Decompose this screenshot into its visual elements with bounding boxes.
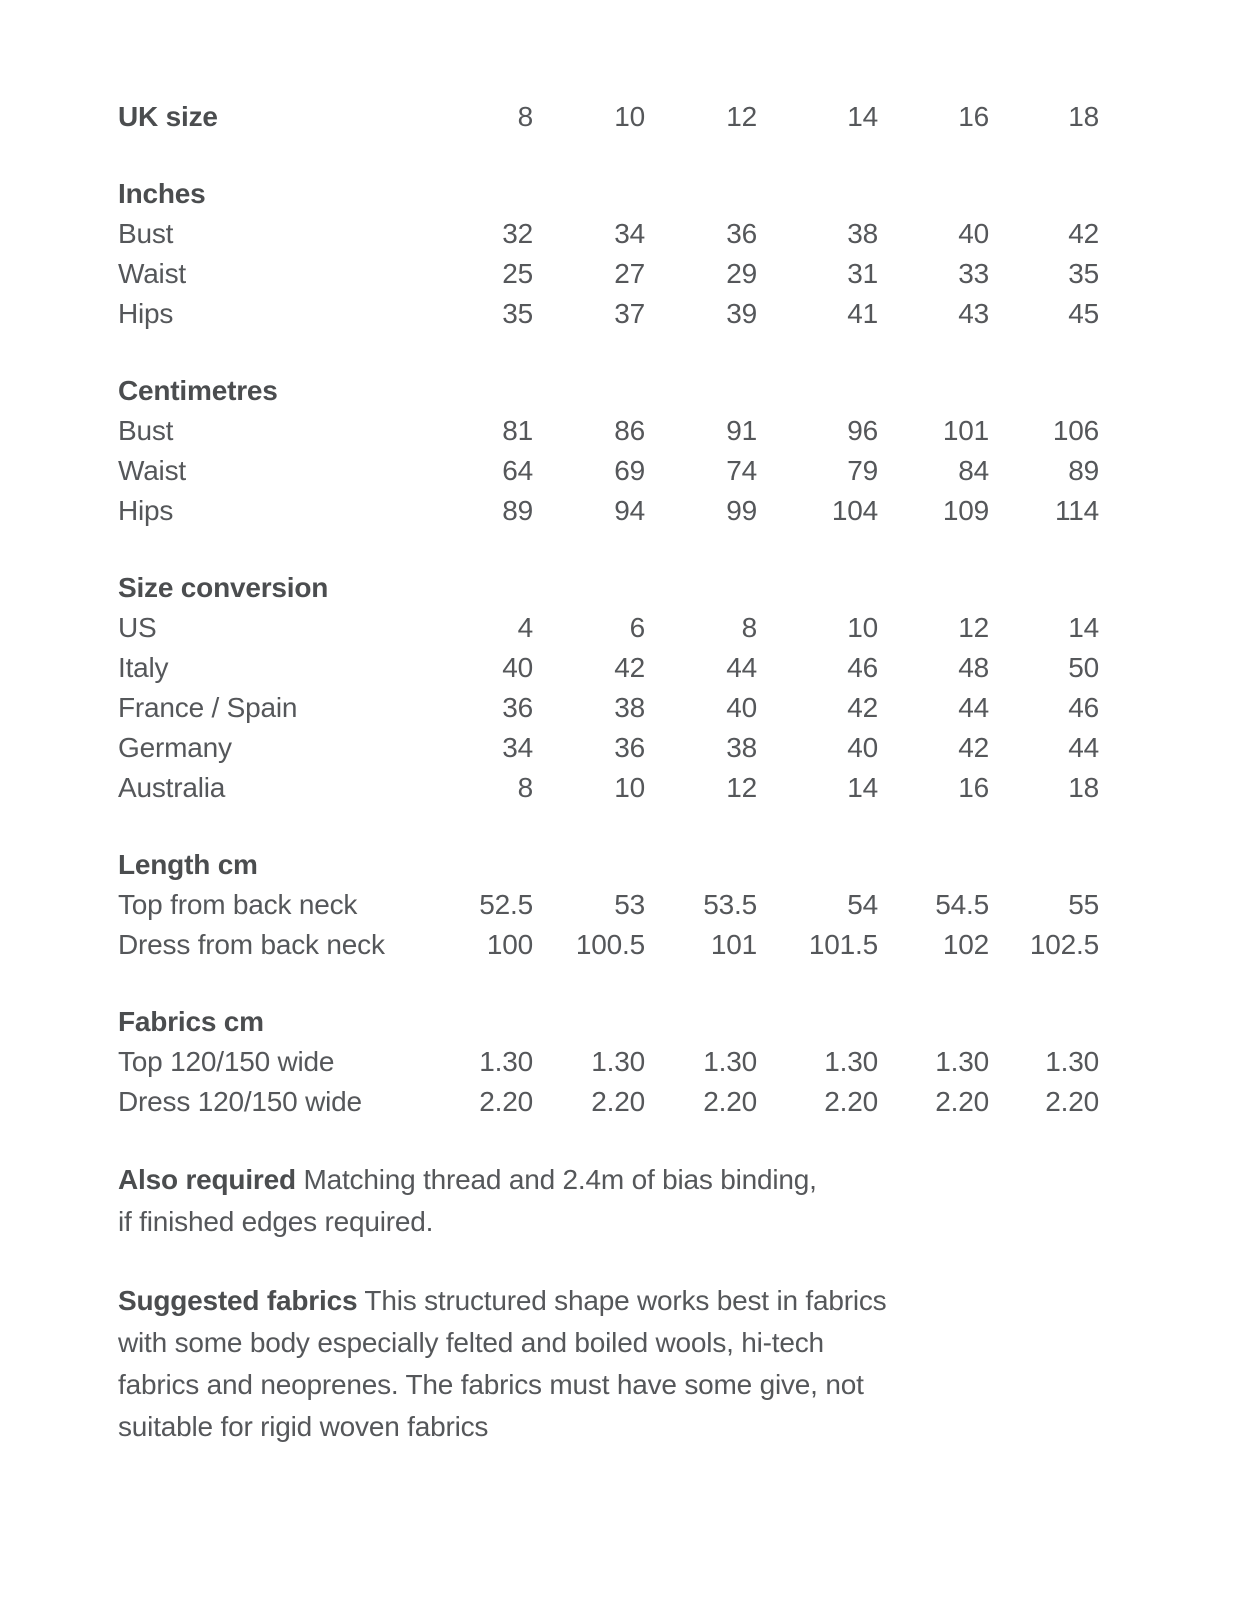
table-row bbox=[118, 925, 1200, 965]
cell: 99 bbox=[726, 495, 757, 526]
cell: 54.5 bbox=[935, 889, 989, 920]
cell: 46 bbox=[1068, 692, 1099, 723]
section-fabrics bbox=[118, 1002, 1200, 1122]
note-line: Matching thread and 2.4m of bias binding, bbox=[303, 1164, 817, 1195]
cell: 29 bbox=[726, 258, 757, 289]
cell: 32 bbox=[502, 218, 533, 249]
cell: 104 bbox=[831, 495, 878, 526]
cell: 18 bbox=[1068, 772, 1099, 803]
cell: 14 bbox=[1068, 612, 1099, 643]
cell: 35 bbox=[502, 298, 533, 329]
uk-size-value: 14 bbox=[847, 101, 878, 132]
cell: 109 bbox=[942, 495, 989, 526]
cell: 40 bbox=[502, 652, 533, 683]
cell: 96 bbox=[847, 415, 878, 446]
table-row bbox=[118, 491, 1200, 531]
cell: 39 bbox=[726, 298, 757, 329]
row-label: Dress 120/150 wide bbox=[118, 1086, 362, 1117]
row-label: Bust bbox=[118, 415, 174, 446]
note-line: suitable for rigid woven fabrics bbox=[118, 1411, 489, 1442]
cell: 89 bbox=[1068, 455, 1099, 486]
cell: 106 bbox=[1052, 415, 1099, 446]
uk-size-value: 8 bbox=[517, 101, 533, 132]
cell: 114 bbox=[1054, 495, 1099, 526]
cell: 27 bbox=[614, 258, 645, 289]
cell: 36 bbox=[614, 732, 645, 763]
cell: 1.30 bbox=[935, 1046, 989, 1077]
uk-size-value: 12 bbox=[726, 101, 757, 132]
cell: 44 bbox=[1068, 732, 1099, 763]
cell: 6 bbox=[629, 612, 645, 643]
note-line: if finished edges required. bbox=[118, 1206, 434, 1237]
cell: 2.20 bbox=[935, 1086, 989, 1117]
cell: 89 bbox=[502, 495, 533, 526]
cell: 74 bbox=[726, 455, 757, 486]
cell: 100.5 bbox=[575, 929, 645, 960]
row-label: Dress from back neck bbox=[118, 929, 385, 960]
cell: 53.5 bbox=[703, 889, 757, 920]
section-heading-fabrics: Fabrics cm bbox=[118, 1006, 264, 1037]
cell: 79 bbox=[847, 455, 878, 486]
cell: 37 bbox=[614, 298, 645, 329]
section-inches bbox=[118, 174, 1200, 334]
cell: 10 bbox=[614, 772, 645, 803]
cell: 2.20 bbox=[703, 1086, 757, 1117]
cell: 36 bbox=[726, 218, 757, 249]
section-heading-length: Length cm bbox=[118, 849, 258, 880]
uk-size-value: 10 bbox=[614, 101, 645, 132]
cell: 12 bbox=[958, 612, 989, 643]
cell: 50 bbox=[1068, 652, 1099, 683]
section-centimetres bbox=[118, 371, 1200, 531]
cell: 40 bbox=[726, 692, 757, 723]
section-size-conversion bbox=[118, 568, 1200, 808]
row-label: US bbox=[118, 612, 157, 643]
cell: 38 bbox=[726, 732, 757, 763]
cell: 1.30 bbox=[1045, 1046, 1099, 1077]
section-heading-centimetres: Centimetres bbox=[118, 375, 278, 406]
table-row bbox=[118, 214, 1200, 254]
uk-size-value: 18 bbox=[1068, 101, 1099, 132]
cell: 1.30 bbox=[591, 1046, 645, 1077]
note-also-required-lead: Also required bbox=[118, 1164, 296, 1195]
table-row bbox=[118, 688, 1200, 728]
section-length bbox=[118, 845, 1200, 965]
cell: 25 bbox=[502, 258, 533, 289]
cell: 38 bbox=[614, 692, 645, 723]
row-label: Italy bbox=[118, 652, 169, 683]
cell: 101 bbox=[710, 929, 757, 960]
cell: 84 bbox=[958, 455, 989, 486]
cell: 1.30 bbox=[824, 1046, 878, 1077]
note-line: This structured shape works best in fabrics bbox=[364, 1285, 887, 1316]
note-line: with some body especially felted and boiled wools, hi-tech bbox=[118, 1327, 824, 1358]
cell: 10 bbox=[847, 612, 878, 643]
cell: 53 bbox=[614, 889, 645, 920]
cell: 54 bbox=[847, 889, 878, 920]
note-suggested-fabrics bbox=[118, 1280, 1108, 1448]
note-line: fabrics and neoprenes. The fabrics must have some give, not bbox=[118, 1369, 864, 1400]
cell: 81 bbox=[502, 415, 533, 446]
cell: 12 bbox=[726, 772, 757, 803]
cell: 16 bbox=[958, 772, 989, 803]
table-row bbox=[118, 1082, 1200, 1122]
cell: 55 bbox=[1068, 889, 1099, 920]
cell: 45 bbox=[1068, 298, 1099, 329]
cell: 102 bbox=[942, 929, 989, 960]
cell: 101 bbox=[942, 415, 989, 446]
cell: 8 bbox=[741, 612, 757, 643]
table-row bbox=[118, 768, 1200, 808]
row-label: Germany bbox=[118, 732, 232, 763]
table-row bbox=[118, 411, 1200, 451]
row-label: Top 120/150 wide bbox=[118, 1046, 335, 1077]
cell: 41 bbox=[847, 298, 878, 329]
cell: 4 bbox=[517, 612, 533, 643]
cell: 35 bbox=[1068, 258, 1099, 289]
cell: 1.30 bbox=[479, 1046, 533, 1077]
uk-size-label: UK size bbox=[118, 101, 218, 132]
cell: 42 bbox=[614, 652, 645, 683]
table-row bbox=[118, 608, 1200, 648]
row-label: Hips bbox=[118, 495, 174, 526]
table-row bbox=[118, 254, 1200, 294]
cell: 36 bbox=[502, 692, 533, 723]
cell: 102.5 bbox=[1029, 929, 1099, 960]
note-also-required bbox=[118, 1159, 1108, 1243]
row-label: Top from back neck bbox=[118, 889, 358, 920]
table-row bbox=[118, 1042, 1200, 1082]
cell: 101.5 bbox=[808, 929, 878, 960]
cell: 2.20 bbox=[1045, 1086, 1099, 1117]
row-label: Waist bbox=[118, 455, 186, 486]
row-label: France / Spain bbox=[118, 692, 298, 723]
cell: 42 bbox=[958, 732, 989, 763]
table-row bbox=[118, 294, 1200, 334]
table-row bbox=[118, 728, 1200, 768]
uk-size-value: 16 bbox=[958, 101, 989, 132]
table-row bbox=[118, 885, 1200, 925]
cell: 42 bbox=[847, 692, 878, 723]
uk-size-header-row bbox=[118, 97, 1200, 137]
row-label: Australia bbox=[118, 772, 226, 803]
table-row bbox=[118, 648, 1200, 688]
cell: 100 bbox=[486, 929, 533, 960]
row-label: Bust bbox=[118, 218, 174, 249]
cell: 44 bbox=[958, 692, 989, 723]
cell: 31 bbox=[847, 258, 878, 289]
cell: 64 bbox=[502, 455, 533, 486]
cell: 46 bbox=[847, 652, 878, 683]
cell: 2.20 bbox=[591, 1086, 645, 1117]
cell: 2.20 bbox=[479, 1086, 533, 1117]
cell: 86 bbox=[614, 415, 645, 446]
cell: 94 bbox=[614, 495, 645, 526]
cell: 38 bbox=[847, 218, 878, 249]
row-label: Waist bbox=[118, 258, 186, 289]
section-heading-size-conversion: Size conversion bbox=[118, 572, 329, 603]
size-chart-table bbox=[118, 97, 1200, 1122]
cell: 42 bbox=[1068, 218, 1099, 249]
cell: 33 bbox=[958, 258, 989, 289]
cell: 34 bbox=[614, 218, 645, 249]
cell: 40 bbox=[847, 732, 878, 763]
cell: 8 bbox=[517, 772, 533, 803]
cell: 2.20 bbox=[824, 1086, 878, 1117]
cell: 14 bbox=[847, 772, 878, 803]
cell: 1.30 bbox=[703, 1046, 757, 1077]
cell: 43 bbox=[958, 298, 989, 329]
note-suggested-fabrics-lead: Suggested fabrics bbox=[118, 1285, 358, 1316]
cell: 44 bbox=[726, 652, 757, 683]
cell: 69 bbox=[614, 455, 645, 486]
row-label: Hips bbox=[118, 298, 174, 329]
table-row bbox=[118, 451, 1200, 491]
section-heading-inches: Inches bbox=[118, 178, 206, 209]
cell: 52.5 bbox=[479, 889, 533, 920]
cell: 91 bbox=[726, 415, 757, 446]
cell: 34 bbox=[502, 732, 533, 763]
cell: 48 bbox=[958, 652, 989, 683]
cell: 40 bbox=[958, 218, 989, 249]
